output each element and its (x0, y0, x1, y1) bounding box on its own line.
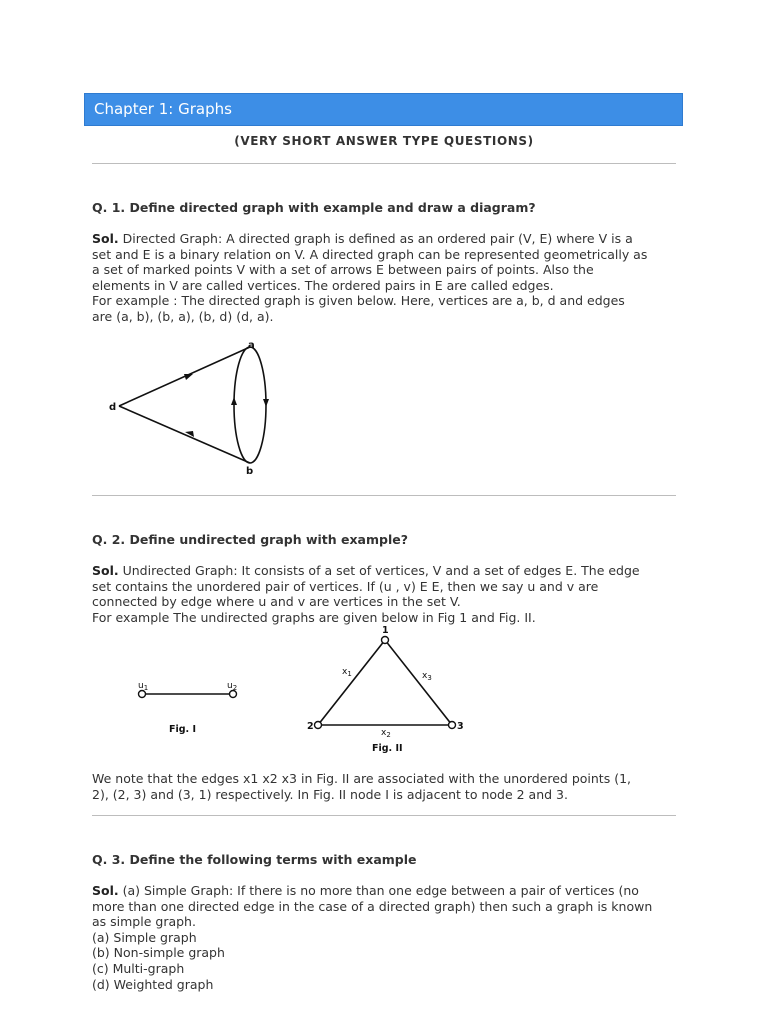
vertex-a-label: a (248, 340, 255, 351)
answer-2-note (92, 771, 682, 802)
fig-1-caption: Fig. I (169, 724, 196, 735)
vertex-d-label: d (109, 402, 117, 413)
question-1: Q. 1. Define directed graph with example and draw a diagram? (92, 200, 536, 215)
note-line: We note that the edges x1 x2 x3 in Fig. II are associated with the unordered points (1, (92, 771, 632, 786)
node-2-label: 2 (307, 721, 314, 732)
fig-2 (307, 625, 464, 754)
answer-1-line: elements in V are called vertices. The ordered pairs in E are called edges. (92, 277, 554, 293)
answer-1-line: a set of marked points V with a set of arrows E between pairs of points. Also the (92, 262, 594, 278)
node-u2-label: $u_2$ (227, 681, 238, 692)
sol-label: Sol. (92, 563, 119, 578)
sol-label: Sol. (92, 883, 119, 898)
edge-x3-label: $x_3$ (422, 671, 432, 682)
section-subtitle: (VERY SHORT ANSWER TYPE QUESTIONS) (234, 134, 534, 148)
edge-x2-label: $x_2$ (381, 728, 391, 739)
edge-x1-label: $x_1$ (342, 667, 352, 678)
list-item: (d) Weighted graph (92, 976, 214, 992)
answer-2-line: connected by edge where u and v are vertices in the set V. (92, 594, 461, 610)
answer-1-line: For example : The directed graph is given below. Here, vertices are a, b, d and edges (92, 293, 625, 309)
fig-2-caption: Fig. II (372, 743, 403, 754)
list-item: (b) Non-simple graph (92, 945, 225, 961)
answer-1-line: Directed Graph: A directed graph is defined as an ordered pair (V, E) where V is a (122, 231, 633, 246)
question-3: Q. 3. Define the following terms with example (92, 852, 417, 867)
answer-3-line: more than one directed edge in the case of a directed graph) then such a graph is known (92, 898, 653, 914)
fig-1 (138, 681, 237, 735)
note-line: 2), (2, 3) and (3, 1) respectively. In Fig. II node I is adjacent to node 2 and 3. (92, 786, 568, 802)
answer-2-line: Undirected Graph: It consists of a set of vertices, V and a set of edges E. The edge (122, 563, 640, 578)
list-item: (a) Simple graph (92, 929, 197, 945)
answer-2-line: For example The undirected graphs are given below in Fig 1 and Fig. II. (92, 609, 536, 625)
answer-1-line: are (a, b), (b, a), (b, d) (d, a). (92, 308, 274, 324)
answer-3-line: as simple graph. (92, 914, 196, 930)
node-1-label: 1 (382, 625, 389, 636)
sol-label: Sol. (92, 231, 119, 246)
chapter-title: Chapter 1: Graphs (94, 100, 232, 118)
list-item: (c) Multi-graph (92, 960, 185, 976)
answer-2-line: set contains the unordered pair of vertices. If (u , v) E E, then we say u and v are (92, 578, 599, 594)
vertex-b-label: b (246, 466, 254, 477)
divider (92, 815, 676, 816)
answer-1-line: set and E is a binary relation on V. A directed graph can be represented geometrically as (92, 246, 648, 262)
answer-3-line: (a) Simple Graph: If there is no more than one edge between a pair of vertices (no (122, 883, 639, 898)
node-3-label: 3 (457, 721, 464, 732)
question-2: Q. 2. Define undirected graph with example? (92, 532, 408, 547)
node-u1-label: $u_1$ (138, 681, 149, 692)
answer-3 (92, 883, 682, 992)
